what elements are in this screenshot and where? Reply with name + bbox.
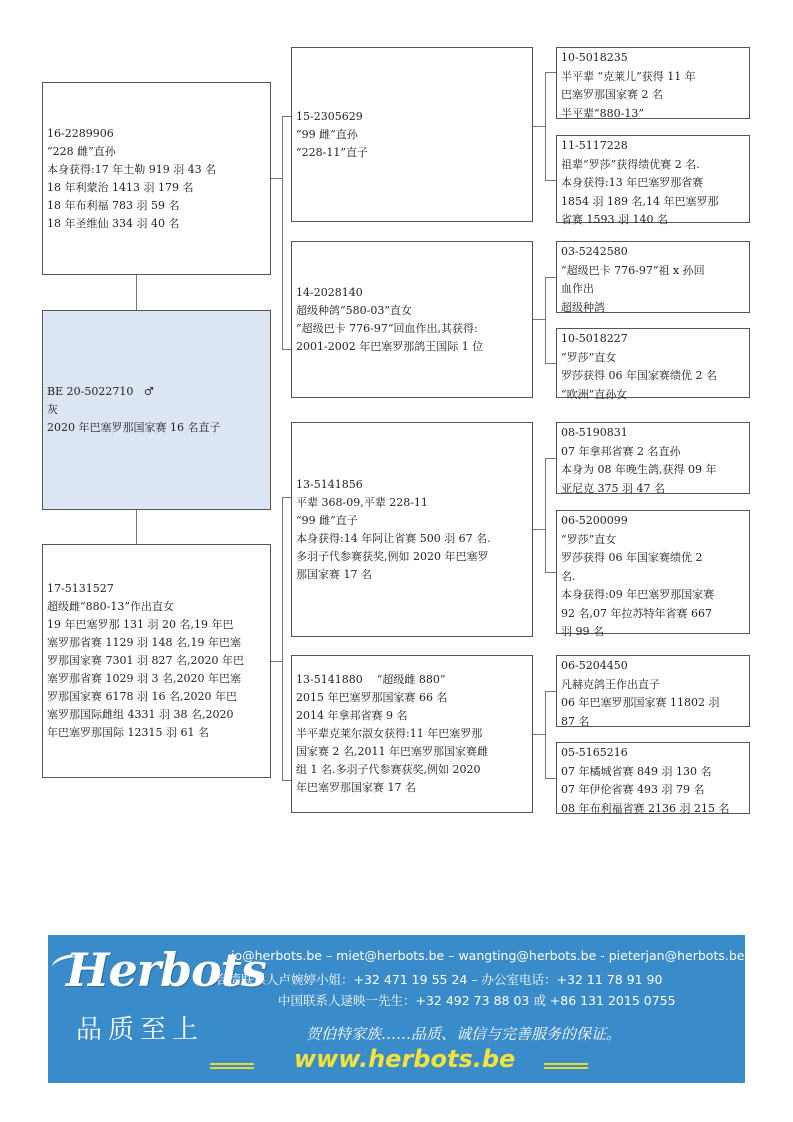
dam-dam-ring: 13-5141880	[296, 673, 363, 686]
sire-line: 18 年圣维仙 334 羽 40 名	[47, 216, 180, 230]
gen3-ring: 10-5018235	[561, 51, 628, 64]
gen3-card	[556, 135, 750, 226]
connector	[282, 116, 283, 349]
gen3-ring: 11-5117228	[561, 139, 628, 152]
dam-sire-card	[291, 422, 533, 637]
gen3-line: “罗莎”直女	[561, 350, 617, 364]
decorative-divider	[210, 1063, 254, 1069]
sire-line: “228 雌”直孙	[47, 144, 116, 158]
slogan: 品质至上	[76, 1015, 205, 1045]
sire-dam-line: 2001-2002 年巴塞罗那鸽王国际 1 位	[296, 339, 484, 353]
dam-card	[42, 544, 271, 778]
china-contact: 中国联系人逯映一先生：+32 492 73 88 03 或 +86 131 2015 0755	[278, 993, 676, 1008]
subject-color: 灰	[47, 403, 58, 416]
gen3-ring: 03-5242580	[561, 245, 628, 258]
dam-line: 塞罗那省赛 1029 羽 3 名,2020 年巴塞	[47, 672, 241, 685]
gen3-card	[556, 510, 750, 638]
gen3-line: “罗莎”直女	[561, 532, 617, 546]
gen3-card	[556, 47, 750, 119]
contact-emails: jo@herbots.be – miet@herbots.be – wangting@herbots.be - pieterjan@herbots.be	[231, 948, 745, 963]
sire-dam-line: “超级巴卡 776-97”回血作出,其获得:	[296, 321, 478, 335]
dam-line: 罗那国家赛 7301 羽 827 名,2020 年巴	[47, 654, 244, 667]
dam-line: 19 年巴塞罗那 131 羽 20 名,19 年巴	[47, 618, 234, 631]
gen3-line: 半平辈“880-13”	[561, 106, 644, 120]
connector	[533, 529, 545, 530]
gen3-line: 08 年布利福省赛 2136 羽 215 名	[561, 801, 730, 815]
sire-sire-line: “228-11”直子	[296, 145, 368, 159]
sire-line: 18 年利蒙治 1413 羽 179 名	[47, 180, 194, 194]
subject-ring: BE 20-5022710	[47, 385, 134, 398]
gen3-ring: 05-5165216	[561, 746, 628, 759]
gen3-line: 祖辈“罗莎”获得绩优赛 2 名.	[561, 157, 700, 171]
gen3-line: 罗莎获得 06 年国家赛绩优 2	[561, 551, 703, 564]
gen3-line: “超级巴卡 776-97”祖 x 孙回	[561, 263, 705, 277]
sire-dam-card	[291, 241, 533, 398]
gen3-line: 92 名,07 年拉苏特年省赛 667	[561, 606, 712, 620]
gen3-line: 06 年巴塞罗那国家赛 11802 羽	[561, 696, 720, 709]
gen3-line: 凡赫克鸽王作出直子	[561, 677, 660, 691]
gen3-line: 07 年拿邦省赛 2 名直孙	[561, 444, 681, 458]
connector	[545, 180, 556, 181]
gen3-line: 血作出	[561, 282, 594, 295]
sire-dam-ring: 14-2028140	[296, 285, 363, 299]
website-link[interactable]: www.herbots.be	[294, 1045, 516, 1073]
gen3-line: 半平辈 “克莱儿”获得 11 年	[561, 69, 696, 83]
gen3-line: 本身获得:13 年巴塞罗那省赛	[561, 176, 704, 189]
subject-ring-line	[47, 383, 266, 401]
dam-line: 塞罗那国际雌组 4331 羽 38 名,2020	[47, 708, 234, 721]
gen3-line: 省赛 1593 羽 140 名	[561, 213, 668, 226]
connector	[271, 178, 282, 179]
connector	[282, 497, 283, 780]
connector	[282, 116, 291, 117]
sire-line: 18 年布利福 783 羽 59 名	[47, 198, 180, 212]
connector	[533, 126, 545, 127]
dam-dam-ring-line	[296, 671, 528, 689]
gen3-card	[556, 422, 750, 494]
connector	[533, 734, 545, 735]
dam-dam-line: 2014 年拿邦省赛 9 名	[296, 709, 408, 722]
connector	[282, 780, 291, 781]
gen3-line: 名.	[561, 569, 576, 583]
sire-line: 本身获得:17 年土勒 919 羽 43 名	[47, 162, 217, 176]
herbots-logo: Herbots	[66, 943, 266, 997]
connector	[545, 277, 546, 363]
decorative-divider	[544, 1063, 588, 1069]
gen3-card	[556, 241, 750, 313]
dam-sire-line: “99 雌”直子	[296, 513, 358, 527]
connector	[545, 458, 546, 572]
connector	[545, 691, 546, 778]
tagline: 贺伯特家族……品质、诚信与完善服务的保证。	[306, 1025, 622, 1043]
gen3-ring: 10-5018227	[561, 332, 628, 345]
gen3-card	[556, 655, 750, 727]
dam-line: 罗那国家赛 6178 羽 16 名,2020 年巴	[47, 690, 237, 703]
connector	[545, 363, 556, 364]
gen3-line: 本身获得:09 年巴塞罗那国家赛	[561, 588, 715, 601]
gen3-card	[556, 742, 750, 814]
sire-dam-line: 超级种鸽“580-03”直女	[296, 303, 412, 317]
dam-line: 年巴塞罗那国际 12315 羽 61 名	[47, 726, 209, 739]
dam-dam-card	[291, 655, 533, 813]
connector	[271, 661, 282, 662]
connector	[545, 277, 556, 278]
dam-dam-line: 组 1 名.多羽子代参赛获奖,例如 2020	[296, 763, 481, 776]
dam-sire-line: 平辈 368-09,平辈 228-11	[296, 495, 428, 509]
connector	[136, 275, 137, 310]
connector	[282, 349, 291, 350]
taiwan-contact: 台湾联系人卢婉婷小姐：+32 471 19 55 24 – 办公室电话：+32 11 78 91 90	[216, 972, 663, 987]
sire-sire-line: “99 雌”直孙	[296, 127, 358, 141]
gen3-line: 07 年伊伦省赛 493 羽 79 名	[561, 783, 705, 796]
gen3-ring: 08-5190831	[561, 426, 628, 439]
connector	[282, 497, 291, 498]
dam-ring: 17-5131527	[47, 582, 114, 595]
gen3-card	[556, 328, 750, 401]
footer-banner	[48, 935, 745, 1083]
gen3-line: 07 年橘城省赛 849 羽 130 名	[561, 764, 712, 778]
gen3-line: 罗莎获得 06 年国家赛绩优 2 名	[561, 369, 717, 382]
sire-sire-card	[291, 47, 533, 222]
dam-dam-line: 国家赛 2 名,2011 年巴塞罗那国家赛雌	[296, 745, 488, 758]
gen3-line: 亚尼克 375 羽 47 名	[561, 481, 665, 495]
gen3-line: 超级种鸽	[561, 300, 605, 314]
subject-line: 2020 年巴塞罗那国家赛 16 名直子	[47, 421, 221, 434]
dam-sire-ring: 13-5141856	[296, 477, 363, 491]
gen3-line: 87 名	[561, 714, 590, 728]
connector	[545, 72, 556, 73]
dam-line: 超级雌“880-13”作出直女	[47, 600, 174, 613]
gen3-line: “欧洲”直孙女	[561, 387, 628, 401]
dam-sire-line: 那国家赛 17 名	[296, 567, 372, 581]
connector	[545, 691, 556, 692]
connector	[545, 572, 556, 573]
dam-line: 塞罗那省赛 1129 羽 148 名,19 年巴塞	[47, 636, 241, 649]
connector	[545, 72, 546, 180]
gen3-line: 1854 羽 189 名,14 年巴塞罗那	[561, 194, 719, 208]
dam-sire-line: 多羽子代参赛获奖,例如 2020 年巴塞罗	[296, 549, 489, 563]
gen3-ring: 06-5200099	[561, 514, 628, 527]
sire-sire-ring: 15-2305629	[296, 109, 363, 123]
sire-ring: 16-2289906	[47, 126, 114, 140]
dam-dam-line: 年巴塞罗那国家赛 17 名	[296, 781, 416, 794]
gen3-line: 羽 99 名	[561, 625, 604, 638]
connector	[136, 510, 137, 544]
connector	[533, 319, 545, 320]
sire-card	[42, 82, 271, 275]
connector	[545, 458, 556, 459]
subject-card	[42, 310, 271, 510]
male-symbol-icon: ♂	[143, 385, 154, 398]
dam-sire-line: 本身获得:14 年阿让省赛 500 羽 67 名.	[296, 531, 491, 545]
gen3-line: 巴塞罗那国家赛 2 名	[561, 88, 663, 101]
dam-dam-line: 2015 年巴塞罗那国家赛 66 名	[296, 691, 448, 704]
connector	[545, 778, 556, 779]
dam-dam-line: 半平辈克莱尔淑女获得:11 年巴塞罗那	[296, 727, 483, 740]
dam-dam-ring-suffix: “超级雌 880”	[376, 673, 446, 686]
gen3-ring: 06-5204450	[561, 659, 628, 672]
gen3-line: 本身为 08 年晚生鸽,获得 09 年	[561, 463, 717, 476]
